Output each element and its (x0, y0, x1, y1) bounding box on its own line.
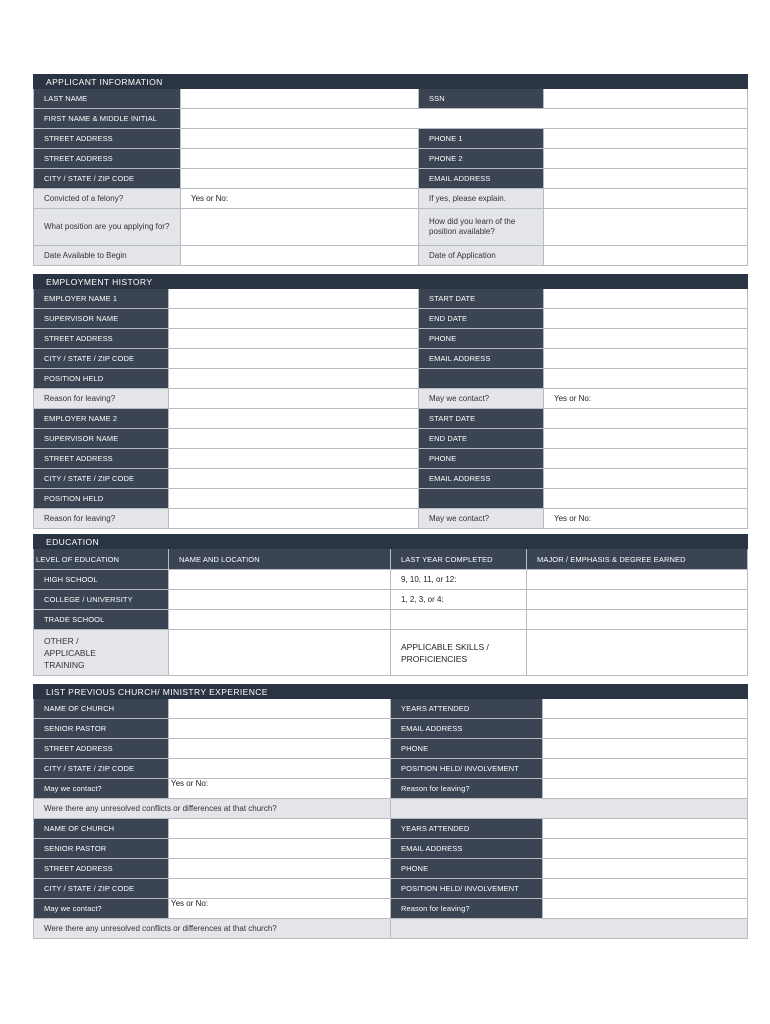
field-felony[interactable]: Yes or No: (181, 189, 419, 209)
label-church-phone: PHONE (391, 739, 543, 759)
field-college-year[interactable]: 1, 2, 3, or 4: (391, 590, 527, 610)
field-phone-1[interactable] (544, 129, 748, 149)
label-church-conflicts: Were there any unresolved conflicts or differences at that church? (34, 919, 391, 939)
label-employer-email: EMAIL ADDRESS (419, 349, 544, 369)
field-position[interactable] (181, 209, 419, 246)
label-employer-phone: PHONE (419, 329, 544, 349)
field-college-name[interactable] (169, 590, 391, 610)
field-supervisor[interactable] (169, 309, 419, 329)
section-title-education: EDUCATION (34, 535, 748, 549)
field-trade-year[interactable] (391, 610, 527, 630)
field-church-email[interactable] (543, 719, 748, 739)
label-college: COLLEGE / UNIVERSITY (34, 590, 169, 610)
label-senior-pastor: SENIOR PASTOR (34, 719, 169, 739)
label-years-attended: YEARS ATTENDED (391, 819, 543, 839)
field-church-conflicts[interactable] (391, 799, 748, 819)
field-church-name[interactable] (169, 699, 391, 719)
label-supervisor: SUPERVISOR NAME (34, 429, 169, 449)
label-city: CITY / STATE / ZIP CODE (34, 169, 181, 189)
field-senior-pastor[interactable] (169, 719, 391, 739)
field-employer-name[interactable] (169, 409, 419, 429)
skills-text: APPLICABLE SKILLS / PROFICIENCIES (401, 641, 489, 664)
field-start-date[interactable] (544, 289, 748, 309)
label-church-city: CITY / STATE / ZIP CODE (34, 759, 169, 779)
field-position-held[interactable] (169, 489, 419, 509)
field-may-contact[interactable]: Yes or No: (544, 389, 748, 409)
employment-section (33, 274, 748, 529)
label-first-name: FIRST NAME & MIDDLE INITIAL (34, 109, 181, 129)
label-employer-name: EMPLOYER NAME 1 (34, 289, 169, 309)
field-position-held[interactable] (169, 369, 419, 389)
field-end-date[interactable] (544, 429, 748, 449)
label-start-date: START DATE (419, 289, 544, 309)
field-years-attended[interactable] (543, 699, 748, 719)
label-reason-leaving: Reason for leaving? (34, 509, 169, 529)
label-end-date: END DATE (419, 309, 544, 329)
field-date-application[interactable] (544, 246, 748, 266)
label-position: What position are you applying for? (34, 209, 181, 246)
label-supervisor: SUPERVISOR NAME (34, 309, 169, 329)
field-church-city[interactable] (169, 759, 391, 779)
field-church-position[interactable] (543, 759, 748, 779)
label-employer-city: CITY / STATE / ZIP CODE (34, 469, 169, 489)
field-employer-email[interactable] (544, 469, 748, 489)
church-section (33, 684, 748, 939)
label-end-date: END DATE (419, 429, 544, 449)
applicant-section (33, 74, 748, 266)
field-church-contact[interactable]: Yes or No: (169, 899, 391, 919)
field-end-date[interactable] (544, 309, 748, 329)
field-trade-name[interactable] (169, 610, 391, 630)
label-church-position: POSITION HELD/ INVOLVEMENT (391, 759, 543, 779)
blank-cell (419, 489, 544, 509)
field-church-email[interactable] (543, 839, 748, 859)
label-phone-1: PHONE 1 (419, 129, 544, 149)
label-church-name: NAME OF CHURCH (34, 699, 169, 719)
field-hs-name[interactable] (169, 570, 391, 590)
field-trade-major[interactable] (527, 610, 748, 630)
label-last-name: LAST NAME (34, 89, 181, 109)
label-street-1: STREET ADDRESS (34, 129, 181, 149)
label-high-school: HIGH SCHOOL (34, 570, 169, 590)
field-explain[interactable] (544, 189, 748, 209)
field-reason-leaving[interactable] (169, 389, 419, 409)
field-church-reason[interactable] (543, 779, 748, 799)
label-employer-name: EMPLOYER NAME 2 (34, 409, 169, 429)
field-employer-city[interactable] (169, 349, 419, 369)
field-supervisor[interactable] (169, 429, 419, 449)
section-title-employment: EMPLOYMENT HISTORY (34, 275, 748, 289)
label-reason-leaving: Reason for leaving? (34, 389, 169, 409)
label-date-available: Date Available to Begin (34, 246, 181, 266)
label-position-held: POSITION HELD (34, 369, 169, 389)
blank-cell (419, 369, 544, 389)
field-church-street[interactable] (169, 739, 391, 759)
field-learn[interactable] (544, 209, 748, 246)
header-level: LEVEL OF EDUCATION (34, 549, 169, 570)
label-phone-2: PHONE 2 (419, 149, 544, 169)
field-other-training[interactable] (169, 630, 391, 676)
label-church-contact: May we contact? (34, 779, 169, 799)
field-city[interactable] (181, 169, 419, 189)
field-senior-pastor[interactable] (169, 839, 391, 859)
application-form (33, 74, 747, 939)
label-church-name: NAME OF CHURCH (34, 819, 169, 839)
label-position-held: POSITION HELD (34, 489, 169, 509)
field-first-name[interactable] (181, 109, 748, 129)
label-date-application: Date of Application (419, 246, 544, 266)
field-blank[interactable] (544, 369, 748, 389)
field-reason-leaving[interactable] (169, 509, 419, 529)
header-last-year: LAST YEAR COMPLETED (391, 549, 527, 570)
field-skills[interactable] (527, 630, 748, 676)
label-employer-email: EMAIL ADDRESS (419, 469, 544, 489)
label-ssn: SSN (419, 89, 544, 109)
field-phone-2[interactable] (544, 149, 748, 169)
label-start-date: START DATE (419, 409, 544, 429)
label-employer-city: CITY / STATE / ZIP CODE (34, 349, 169, 369)
label-trade-school: TRADE SCHOOL (34, 610, 169, 630)
label-church-street: STREET ADDRESS (34, 739, 169, 759)
field-employer-phone[interactable] (544, 329, 748, 349)
label-employer-phone: PHONE (419, 449, 544, 469)
field-college-major[interactable] (527, 590, 748, 610)
label-may-contact: May we contact? (419, 389, 544, 409)
section-title-applicant: APPLICANT INFORMATION (34, 75, 748, 89)
label-other-training (34, 630, 169, 676)
field-employer-phone[interactable] (544, 449, 748, 469)
field-years-attended[interactable] (543, 819, 748, 839)
field-employer-email[interactable] (544, 349, 748, 369)
field-date-available[interactable] (181, 246, 419, 266)
label-church-reason: Reason for leaving? (391, 779, 543, 799)
field-employer-name[interactable] (169, 289, 419, 309)
education-section (33, 534, 748, 676)
field-email[interactable] (544, 169, 748, 189)
label-church-reason: Reason for leaving? (391, 899, 543, 919)
header-major: MAJOR / EMPHASIS & DEGREE EARNED (527, 549, 748, 570)
field-church-contact[interactable]: Yes or No: (169, 779, 391, 799)
label-church-email: EMAIL ADDRESS (391, 839, 543, 859)
field-church-name[interactable] (169, 819, 391, 839)
label-email: EMAIL ADDRESS (419, 169, 544, 189)
label-skills (391, 630, 527, 676)
label-felony: Convicted of a felony? (34, 189, 181, 209)
field-church-position[interactable] (543, 879, 748, 899)
other-training-text: OTHER / APPLICABLE TRAINING (44, 635, 96, 670)
field-blank[interactable] (544, 489, 748, 509)
label-church-city: CITY / STATE / ZIP CODE (34, 879, 169, 899)
label-church-contact: May we contact? (34, 899, 169, 919)
label-church-phone: PHONE (391, 859, 543, 879)
field-street-2[interactable] (181, 149, 419, 169)
label-street-2: STREET ADDRESS (34, 149, 181, 169)
field-church-reason[interactable] (543, 899, 748, 919)
field-employer-street[interactable] (169, 329, 419, 349)
field-employer-city[interactable] (169, 469, 419, 489)
label-explain: If yes, please explain. (419, 189, 544, 209)
field-ssn[interactable] (544, 89, 748, 109)
label-employer-street: STREET ADDRESS (34, 449, 169, 469)
section-title-church: LIST PREVIOUS CHURCH/ MINISTRY EXPERIENCE (34, 685, 748, 699)
field-church-phone[interactable] (543, 739, 748, 759)
label-learn: How did you learn of the position available? (419, 209, 544, 246)
label-church-street: STREET ADDRESS (34, 859, 169, 879)
label-church-position: POSITION HELD/ INVOLVEMENT (391, 879, 543, 899)
label-senior-pastor: SENIOR PASTOR (34, 839, 169, 859)
field-hs-major[interactable] (527, 570, 748, 590)
field-last-name[interactable] (181, 89, 419, 109)
field-church-conflicts[interactable] (391, 919, 748, 939)
label-years-attended: YEARS ATTENDED (391, 699, 543, 719)
label-may-contact: May we contact? (419, 509, 544, 529)
field-hs-year[interactable]: 9, 10, 11, or 12: (391, 570, 527, 590)
header-name-location: NAME AND LOCATION (169, 549, 391, 570)
field-start-date[interactable] (544, 409, 748, 429)
field-may-contact[interactable]: Yes or No: (544, 509, 748, 529)
label-church-email: EMAIL ADDRESS (391, 719, 543, 739)
label-employer-street: STREET ADDRESS (34, 329, 169, 349)
field-employer-street[interactable] (169, 449, 419, 469)
label-church-conflicts: Were there any unresolved conflicts or differences at that church? (34, 799, 391, 819)
field-church-city[interactable] (169, 879, 391, 899)
field-church-street[interactable] (169, 859, 391, 879)
field-street-1[interactable] (181, 129, 419, 149)
field-church-phone[interactable] (543, 859, 748, 879)
